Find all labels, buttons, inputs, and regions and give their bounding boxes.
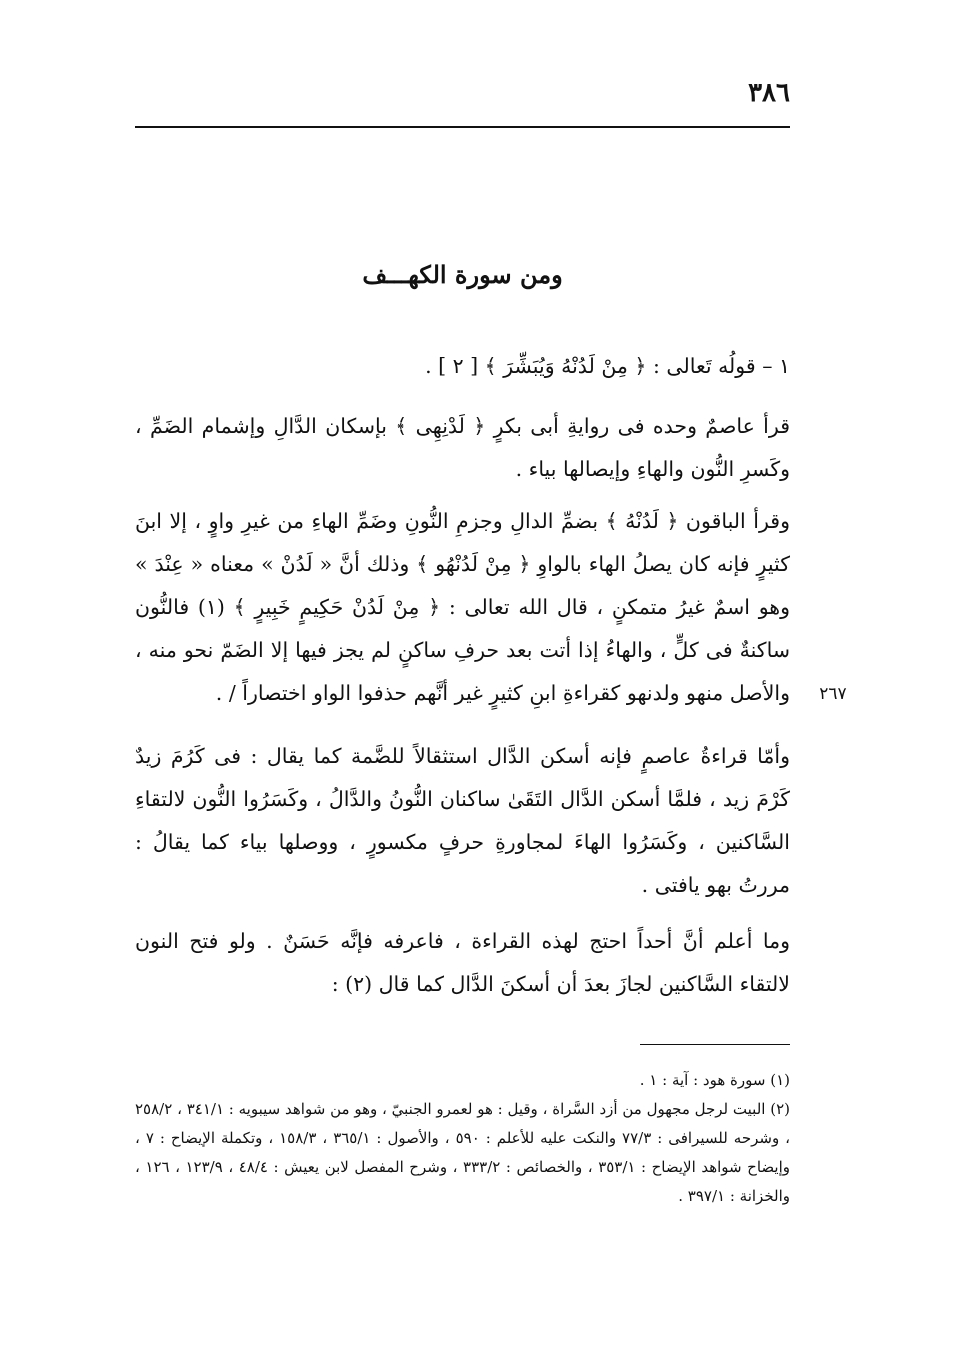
footnote-separator [640,1044,790,1045]
paragraph-text: قرأ عاصمٌ وحده فى روايةِ أبى بكرٍ ﴿ لَدْنِهِى ﴾ بإسكان الدَّالِ وإشمام الضَمِّ ، وكَسرِ النُّون والهاءِ وإيصالها بياء . [135,414,790,481]
paragraph-3 [135,735,790,907]
paragraph-4 [135,920,790,1006]
paragraph-text: وقرأ الباقون ﴿ لَدُنْهُ ﴾ بضمِّ الدالِ وجزمِ النُّونِ وضَمِّ الهاءِ من غيرِ واوٍ ، إلا ابنَ كثيرٍ فإنه كان يصلُ الهاء بالواوِ ﴿ مِنْ لَدُنْهُو ﴾ وذلك أنَّ « لَدُنْ » معناه « عِنْدَ » وهو اسمٌ غيرُ متمكنٍ ، قال الله تعالى : ﴿ مِنْ لَدُنْ حَكِيمٍ خَبِيرٍ ﴾ (١) فالنُّون ساكنةٌ فى كلٍّ ، والهاءُ إذا أتت بعد حرفِ ساكنٍ لم يجز فيها إلا الضَمّ نحو منه ، والأصل منهو ولدنهو كقراءةِ ابنِ كثيرٍ غير أنَّهم حذفوا الواو اختصاراً / . [135,509,790,705]
verse-heading [135,345,790,388]
page-number: ٣٨٦ [748,78,790,108]
footnotes [135,1066,790,1211]
verse-heading-text: ١ – قولُه تَعالى : ﴿ مِنْ لَدُنْهُ وَيُبَشِّرَ ﴾ [ ٢ ] . [425,354,790,378]
paragraph-1 [135,405,790,491]
manuscript-folio-note: ٢٦٧ [819,684,847,704]
footnote-1: (١) سورة هود : آية : ١ . [639,1071,790,1089]
chapter-title: ومن سورة الكهـــف [362,260,563,289]
paragraph-text: وما أعلم أنَّ أحداً احتج لهذه القراءة ، فاعرفه فإنَّه حَسَنٌ . ولو فتح النون لالتقاء السَّاكنين لجازَ بعدَ أن أسكنَ الدَّال كما قال (٢) : [135,929,790,996]
footnote-2: (٢) البيت لرجل مجهول من أزد السَّراة ، وقيل : هو لعمرو الجنبيّ ، وهو من شواهد سيبويه : ٣٤١/١ ، ٢٥٨/٢ ، وشرحه للسيرافى : ٧٧/٣ والنكت عليه للأعلم : ٥٩٠ ، والأصول : ٣٦٥/١ ، ١٥٨/٣ ، وتكملة الإيضاح : ٧ ، وإيضاح شواهد الإيضاح : ٣٥٣/١ ، والخصائص : ٣٣٣/٢ ، وشرح المفصل لابن يعيش : ٤٨/٤ ، ١٢٣/٩ ، ١٢٦ ، والخزانة : ٣٩٧/١ . [135,1100,790,1205]
paragraph-text: وأمّا قراءةُ عاصمٍ فإنه أسكن الدَّال استثقالاً للضَّمة كما يقال : فى كَرُمَ زيدٌ كَرْمَ زيد ، فلمَّا أسكن الدَّال التَقَىٰ ساكنان النُّونُ والدَّالُ ، وكَسَرُوا النُّون لالتقاءِ السَّاكنين ، وكَسَرُوا الهاءَ لمجاورةِ حرفٍ مكسورٍ ، ووصلها بياء كما يقالُ : مررتُ بهو يافتى . [135,744,790,897]
paragraph-2 [135,500,790,715]
header-rule [135,126,790,128]
